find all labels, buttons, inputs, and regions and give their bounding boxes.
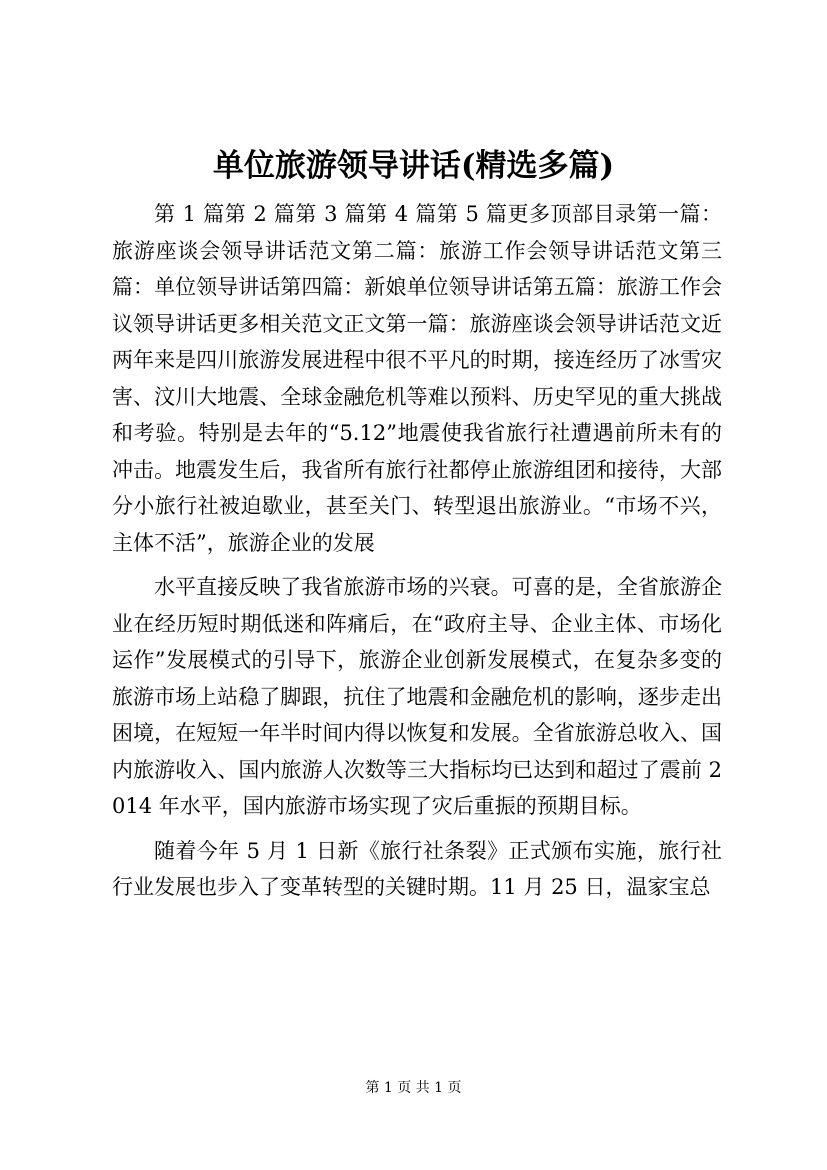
- document-title: 单位旅游领导讲话(精选多篇): [212, 148, 615, 184]
- paragraph-2: 水平直接反映了我省旅游市场的兴衰。可喜的是，全省旅游企业在经历短时期低迷和阵痛后，在“政府主导、企业主体、市场化运作”发展模式的引导下，旅游企业创新发展模式，在复杂多变的旅游市场上站稳了脚跟，抗住了地震和金融危机的影响，逐步走出困境，在短短一年半时间内得以恢复和发展。全省旅游总收入、国内旅游收入、国内旅游人次数等三大指标均已达到和超过了震前 2014 年水平，国内旅游市场实现了灾后重振的预期目标。: [112, 575, 722, 818]
- document-body: [112, 196, 722, 906]
- paragraph-1: 第 1 篇第 2 篇第 3 篇第 4 篇第 5 篇更多顶部目录第一篇：旅游座谈会领导讲话范文第二篇：旅游工作会领导讲话范文第三篇：单位领导讲话第四篇：新娘单位领导讲话第五篇：旅游工作会议领导讲话更多相关范文正文第一篇：旅游座谈会领导讲话范文近两年来是四川旅游发展进程中很不平凡的时期，接连经历了冰雪灾害、汶川大地震、全球金融危机等难以预料、历史罕见的重大挑战和考验。特别是去年的“5.12”地震使我省旅行社遭遇前所未有的冲击。地震发生后，我省所有旅行社都停止旅游组团和接待，大部分小旅行社被迫歇业，甚至关门、转型退出旅游业。“市场不兴，主体不活”，旅游企业的发展: [112, 202, 722, 555]
- page-footer: 第 1 页 共 1 页: [365, 1080, 462, 1096]
- paragraph-3: 随着今年 5 月 1 日新《旅行社条裂》正式颁布实施，旅行社行业发展也步入了变革转型的关键时期。11 月 25 日，温家宝总: [112, 838, 722, 899]
